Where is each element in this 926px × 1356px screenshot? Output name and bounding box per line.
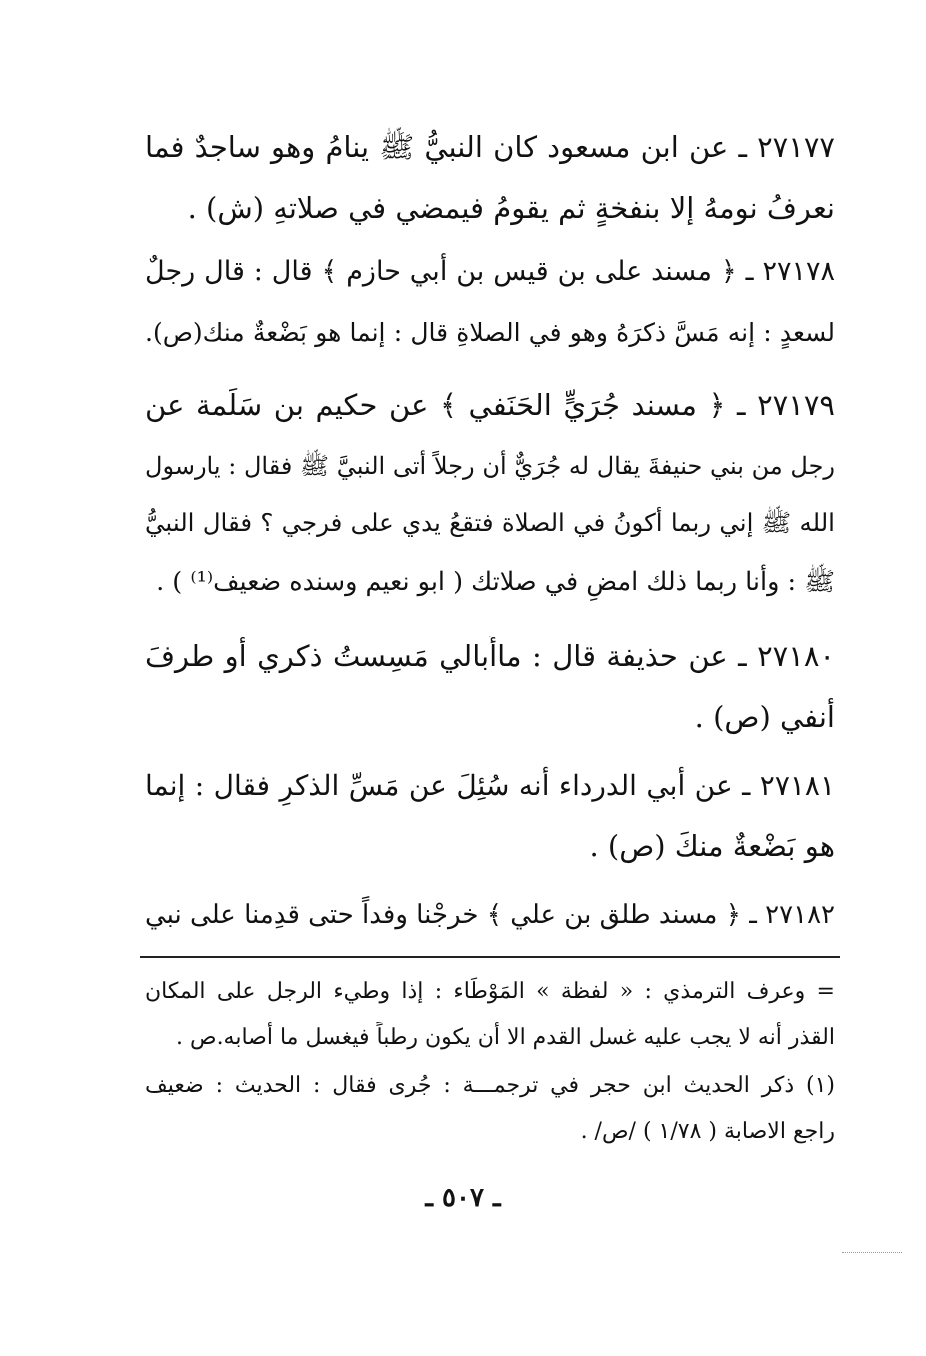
- hadith-27180-line-2: أنفي (ص) .: [694, 700, 835, 734]
- hadith-27179-line-3: الله ﷺ إني ربما أكونُ في الصلاة فتقعُ يدي على فرجي ؟ فقال النبيُّ: [145, 508, 835, 537]
- footnote-separator: [140, 956, 840, 958]
- hadith-27180-line-1: ٢٧١٨٠ ـ عن حذيفة قال : ماأُبالي مَسِستُ ذكري أو طرفَ: [145, 639, 835, 673]
- footnote-1-line-2: راجع الاصابة ( ١/٧٨ ) /ص/ .: [580, 1119, 835, 1144]
- hadith-27177-line-1: ٢٧١٧٧ ـ عن ابن مسعود كان النبيُّ ﷺ ينامُ وهو ساجدٌ فما: [145, 130, 835, 164]
- hadith-27181-line-1: ٢٧١٨١ ـ عن أبي الدرداء أنه سُئِلَ عن مَسِّ الذكرِ فقال : إنما: [145, 769, 835, 802]
- footnote-continuation-line-2: القذر أنه لا يجب عليه غسل القدم الا أن يكون رطباً فيغسل ما أصابه.ص .: [175, 1025, 835, 1050]
- hadith-27182-line-1: ٢٧١٨٢ ـ ﴿ مسند طلق بن علي ﴾ خرجْنا وفداً حتى قدِمنا على نبي: [145, 900, 835, 930]
- hadith-27177-line-2: نعرفُ نومهُ إلا بنفخةٍ ثم يقومُ فيمضي في صلاتهِ (ش) .: [187, 191, 835, 225]
- hadith-27178-line-1: ٢٧١٧٨ ـ ﴿ مسند على بن قيس بن أبي حازم ﴾ قال : قال رجلٌ: [145, 256, 835, 287]
- scan-specks: [842, 1252, 902, 1255]
- hadith-27181-line-2: هو بَضْعةٌ منكَ (ص) .: [589, 829, 835, 863]
- hadith-27178-line-2: لسعدٍ : إنه مَسَّ ذكرَهُ وهو في الصلاةِ قال : إنما هو بَضْعةٌ منك(ص).: [145, 318, 835, 347]
- footnote-1-line-1: (١) ذكر الحديث ابن حجر في ترجمـــة : جُرى فقال : الحديث : ضعيف: [145, 1073, 835, 1098]
- page-number: ـ ٥٠٧ ـ: [425, 1183, 501, 1213]
- hadith-27179-line-1: ٢٧١٧٩ ـ ﴿ مسند جُرَيٍّ الحَنَفي ﴾ عن حكيم بن سَلَمة عن: [145, 388, 835, 422]
- hadith-27179-line-2: رجل من بني حنيفةَ يقال له جُرَيٌّ أن رجلاً أتى النبيَّ ﷺ فقال : يارسول: [145, 452, 835, 480]
- footnote-continuation-line-1: = وعرف الترمذي : « لفظة » المَوْطَاء : إذا وطيء الرجل على المكان: [145, 979, 835, 1004]
- hadith-27179-line-4: ﷺ : وأنا ربما ذلك امضِ في صلاتك ( ابو نعيم وسنده ضعيف⁽¹⁾ ) .: [156, 567, 835, 597]
